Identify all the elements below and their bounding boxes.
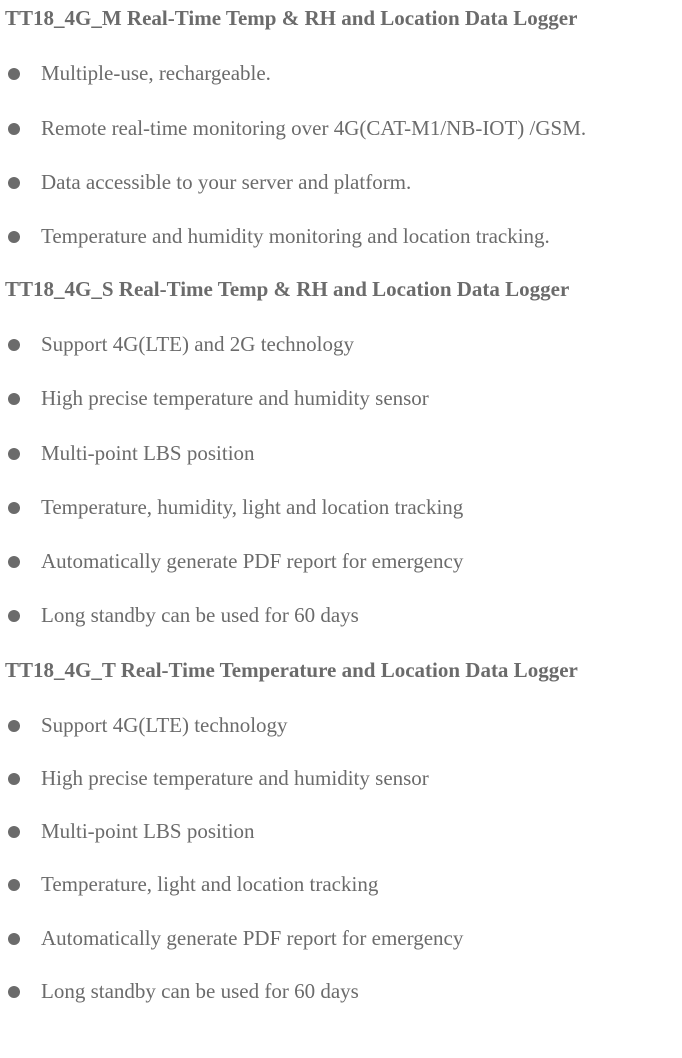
bullet-icon (8, 720, 20, 732)
bullet-icon (8, 933, 20, 945)
list-item-text: Temperature, light and location tracking (41, 872, 379, 896)
bullet-icon (8, 231, 20, 243)
bullet-icon (8, 826, 20, 838)
bullet-icon (8, 610, 20, 622)
section-title: TT18_4G_T Real-Time Temperature and Location Data Logger (5, 658, 578, 682)
bullet-icon (8, 68, 20, 80)
list-item-text: Long standby can be used for 60 days (41, 979, 359, 1003)
list-item-text: Automatically generate PDF report for emergency (41, 926, 464, 950)
list-item-text: Multiple-use, rechargeable. (41, 61, 271, 85)
bullet-icon (8, 339, 20, 351)
list-item-text: Support 4G(LTE) technology (41, 713, 288, 737)
list-item-text: Long standby can be used for 60 days (41, 603, 359, 627)
list-item-text: High precise temperature and humidity sensor (41, 386, 429, 410)
bullet-icon (8, 123, 20, 135)
list-item-text: Automatically generate PDF report for emergency (41, 549, 464, 573)
bullet-icon (8, 986, 20, 998)
bullet-icon (8, 177, 20, 189)
bullet-icon (8, 502, 20, 514)
bullet-icon (8, 448, 20, 460)
list-item-text: Multi-point LBS position (41, 441, 255, 465)
list-item-text: Multi-point LBS position (41, 819, 255, 843)
list-item-text: Temperature and humidity monitoring and location tracking. (41, 224, 550, 248)
list-item-text: Data accessible to your server and platform. (41, 170, 412, 194)
list-item-text: Temperature, humidity, light and location tracking (41, 495, 464, 519)
bullet-icon (8, 393, 20, 405)
bullet-icon (8, 879, 20, 891)
section-title: TT18_4G_S Real-Time Temp & RH and Location Data Logger (5, 277, 570, 301)
list-item-text: Remote real-time monitoring over 4G(CAT-M1/NB-IOT) /GSM. (41, 116, 587, 140)
bullet-icon (8, 556, 20, 568)
list-item-text: Support 4G(LTE) and 2G technology (41, 332, 355, 356)
section-title: TT18_4G_M Real-Time Temp & RH and Location Data Logger (5, 6, 578, 30)
bullet-icon (8, 773, 20, 785)
list-item-text: High precise temperature and humidity sensor (41, 766, 429, 790)
